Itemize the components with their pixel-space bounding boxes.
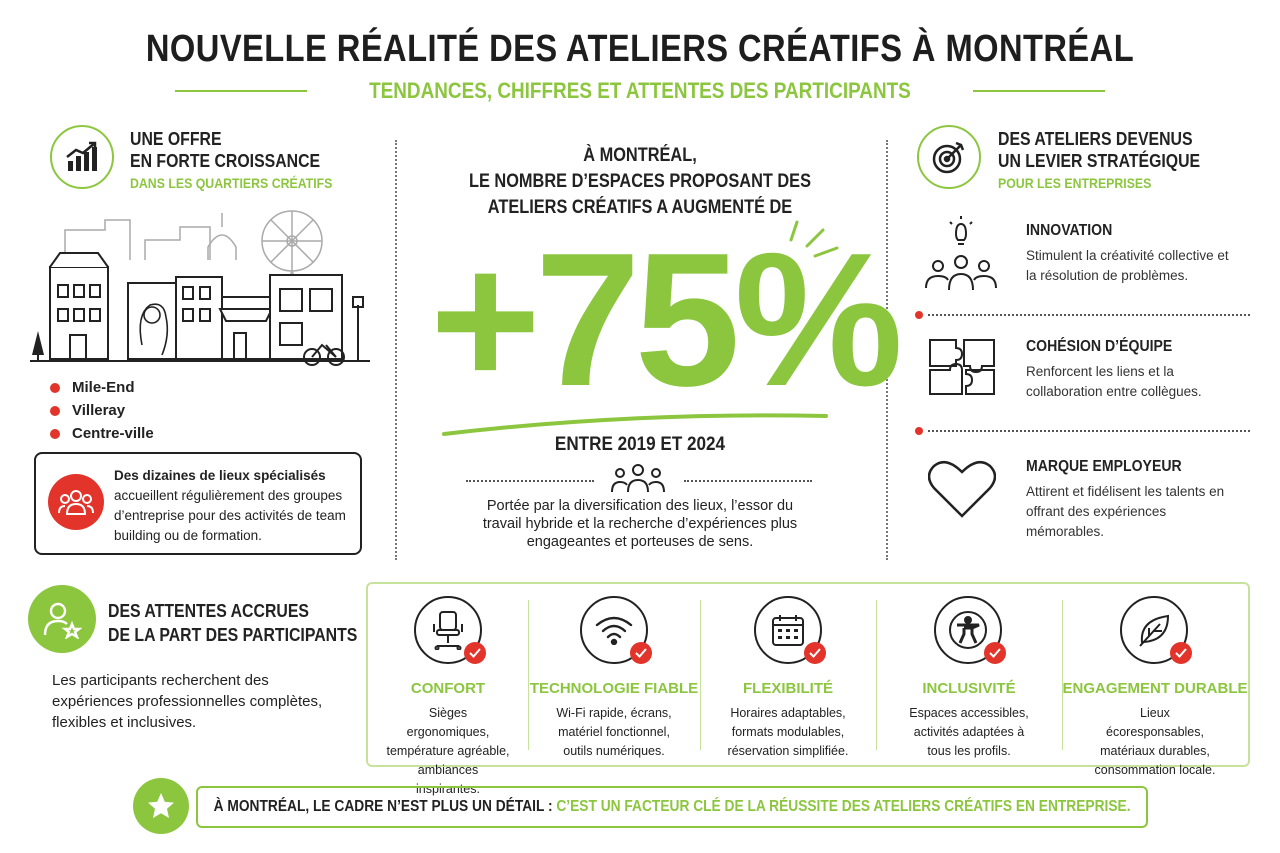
left-subheading: DANS LES QUARTIERS CRÉATIFS (130, 175, 333, 191)
accessibility-icon (934, 596, 1002, 664)
divider (395, 140, 397, 560)
criteria-panel (366, 582, 1250, 796)
criterion-title: INCLUSIVITÉ (922, 680, 1016, 697)
page-subtitle: TENDANCES, CHIFFRES ET ATTENTES DES PARTICIPANTS (369, 78, 911, 103)
criterion-title: ENGAGEMENT DURABLE (1062, 680, 1248, 697)
heart-icon (928, 458, 996, 523)
wifi-icon (580, 596, 648, 664)
check-icon (464, 642, 486, 664)
criterion-card (876, 584, 1062, 769)
divider (175, 90, 307, 92)
footer-text (214, 798, 1131, 816)
criterion-card (368, 584, 528, 796)
left-heading-line1: UNE OFFRE (130, 129, 222, 149)
criterion-card (700, 584, 876, 769)
footer-banner (196, 786, 1148, 828)
callout-text (114, 466, 354, 546)
criterion-text: Espaces accessibles, activités adaptées à tous les profils. (909, 706, 1029, 758)
venues-callout (34, 452, 362, 555)
target-icon (917, 125, 981, 189)
employer-brand-title: MARQUE EMPLOYEUR (1026, 458, 1182, 475)
stat-description: Portée par la diversification des lieux, l’essor du travail hybride et la recherche d’expériences plus engageantes et porteuses de sens. (482, 498, 798, 550)
right-heading-line2: UN LEVIER STRATÉGIQUE (998, 151, 1201, 171)
criterion-card (1062, 584, 1248, 777)
list-item: Centre-ville (50, 422, 154, 445)
star-icon (133, 778, 189, 834)
neighborhood-list (50, 376, 154, 445)
expectations-heading-line1: DES ATTENTES ACCRUES (108, 601, 309, 621)
criterion-text: Lieux écoresponsables, matériaux durables, consommation locale. (1094, 706, 1216, 777)
people-icon (607, 462, 669, 499)
office-chair-icon (414, 596, 482, 664)
divider-dot (915, 311, 923, 319)
cohesion-text: Renforcent les liens et la collaboration entre collègues. (1026, 364, 1202, 399)
criterion-text: Sièges ergonomiques, température agréable, ambiances inspirantes. (386, 706, 510, 796)
criterion-text: Wi-Fi rapide, écrans, matériel fonctionnel, outils numériques. (556, 706, 672, 758)
stat-intro-line2: LE NOMBRE D’ESPACES PROPOSANT DES (469, 171, 811, 192)
expectations-heading-line2: DE LA PART DES PARTICIPANTS (108, 625, 358, 645)
callout-bold: Des dizaines de lieux spécialisés (114, 468, 326, 483)
stat-intro (400, 143, 880, 221)
criterion-card (528, 584, 700, 769)
footer-part1: À MONTRÉAL, LE CADRE N’EST PLUS UN DÉTAIL : (213, 798, 553, 815)
divider (973, 90, 1105, 92)
stat-intro-line1: À MONTRÉAL, (583, 145, 697, 166)
footer-part2: C’EST UN FACTEUR CLÉ DE LA RÉUSSITE DES ATELIERS CRÉATIFS EN ENTREPRISE. (556, 798, 1131, 815)
city-illustration (30, 205, 375, 370)
criterion-text: Horaires adaptables, formats modulables, réservation simplifiée. (727, 706, 849, 758)
puzzle-icon (926, 336, 998, 403)
cohesion-title: COHÉSION D’ÉQUIPE (1026, 338, 1173, 355)
stat-intro-line3: ATELIERS CRÉATIFS A AUGMENTÉ DE (487, 197, 793, 218)
stat-period: ENTRE 2019 ET 2024 (554, 434, 726, 455)
divider (928, 430, 1250, 432)
right-subheading: POUR LES ENTREPRISES (998, 175, 1152, 191)
callout-body: accueillent régulièrement des groupes d’entreprise pour des activités de team building ou de formation. (114, 488, 346, 543)
user-star-icon (28, 585, 96, 653)
check-icon (1170, 642, 1192, 664)
list-item: Villeray (50, 399, 154, 422)
group-icon (48, 474, 104, 530)
page-title: NOUVELLE RÉALITÉ DES ATELIERS CRÉATIFS À MONTRÉAL (145, 28, 1135, 70)
leaf-icon (1120, 596, 1188, 664)
list-item: Mile-End (50, 376, 154, 399)
stat-value: +75% (430, 214, 898, 426)
right-heading-line1: DES ATELIERS DEVENUS (998, 129, 1193, 149)
growth-chart-icon (50, 125, 114, 189)
divider (466, 480, 594, 482)
divider (684, 480, 812, 482)
check-icon (984, 642, 1006, 664)
check-icon (630, 642, 652, 664)
employer-brand-text: Attirent et fidélisent les talents en offrant des expériences mémorables. (1026, 484, 1225, 539)
lightbulb-team-icon (920, 212, 1002, 299)
check-icon (804, 642, 826, 664)
criterion-title: FLEXIBILITÉ (743, 680, 833, 697)
calendar-icon (754, 596, 822, 664)
expectations-text: Les participants recherchent des expériences professionnelles complètes, flexibles et inclusives. (52, 672, 323, 731)
criterion-title: CONFORT (410, 680, 486, 697)
subtitle-row (175, 78, 1105, 104)
divider-dot (915, 427, 923, 435)
innovation-title: INNOVATION (1026, 222, 1113, 239)
left-heading-line2: EN FORTE CROISSANCE (130, 151, 321, 171)
divider (928, 314, 1250, 316)
innovation-text: Stimulent la créativité collective et la résolution de problèmes. (1026, 248, 1229, 283)
criterion-title: TECHNOLOGIE FIABLE (529, 680, 699, 697)
